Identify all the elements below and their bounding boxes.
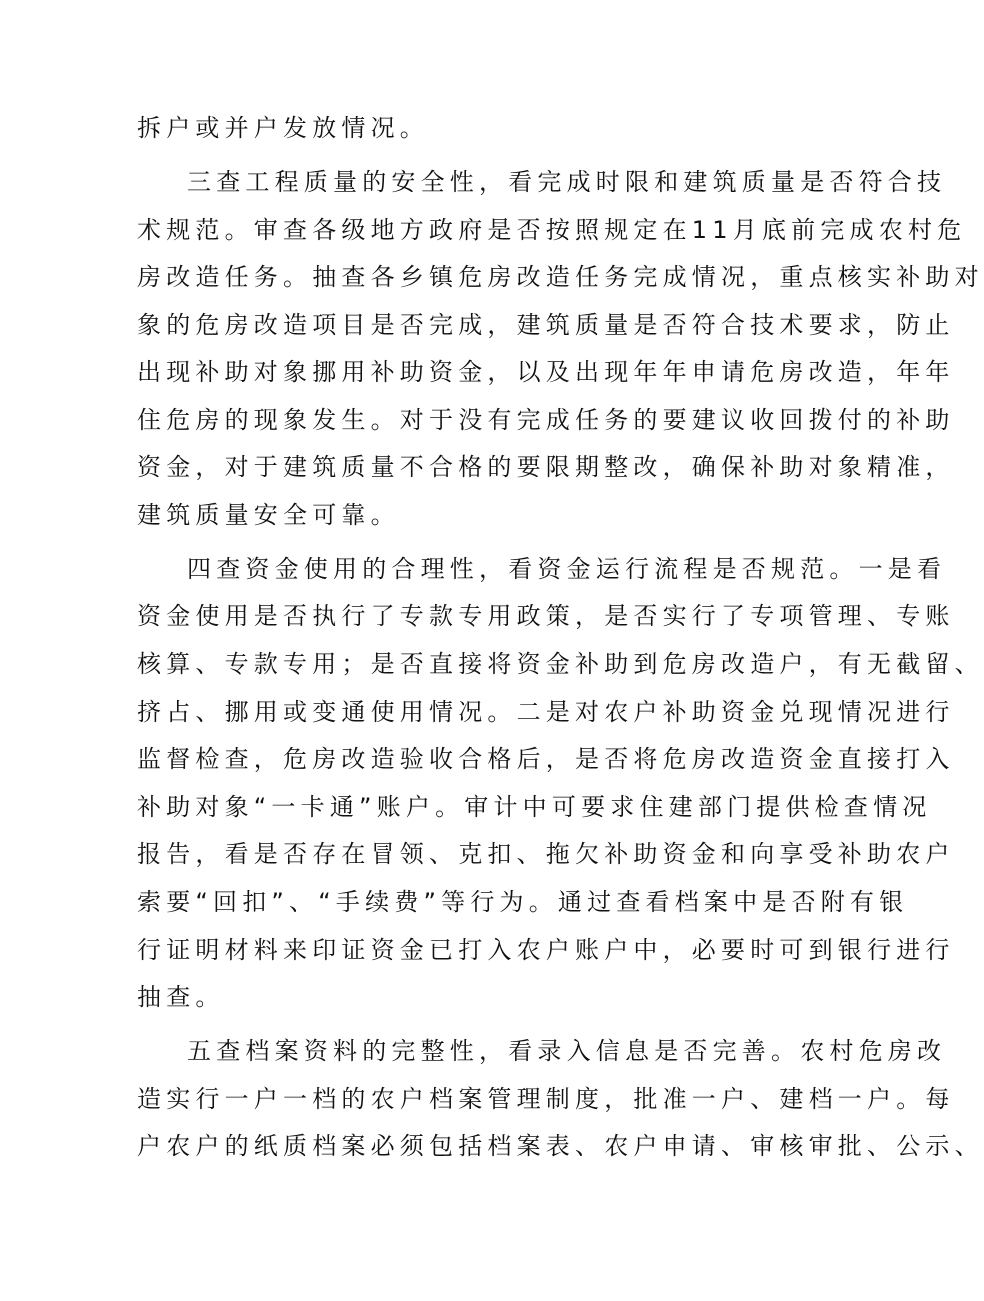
text-line: 术规范。审查各级地方政府是否按照规定在11月底前完成农村危: [137, 216, 967, 244]
text-line: 房改造任务。抽查各乡镇危房改造任务完成情况，重点核实补助对: [137, 263, 984, 291]
text-line: 象的危房改造项目是否完成，建筑质量是否符合技术要求，防止: [137, 311, 955, 339]
text-line: 抽查。: [137, 983, 225, 1011]
text-line: 挤占、挪用或变通使用情况。二是对农户补助资金兑现情况进行: [137, 698, 955, 726]
text-line: 住危房的现象发生。对于没有完成任务的要建议收回拨付的补助: [137, 406, 955, 434]
paragraph-5-heading-line: 五查档案资料的完整性，看录入信息是否完善。农村危房改: [187, 1037, 947, 1065]
text-line: 监督检查，危房改造验收合格后，是否将危房改造资金直接打入: [137, 745, 955, 773]
text-line: 造实行一户一档的农户档案管理制度，批准一户、建档一户。每: [137, 1085, 955, 1113]
text-line: 建筑质量安全可靠。: [137, 501, 400, 529]
text-line: 户农户的纸质档案必须包括档案表、农户申请、审核审批、公示、: [137, 1132, 984, 1160]
text-line: 拆户或并户发放情况。: [137, 114, 429, 142]
text-line: 补助对象“一卡通”账户。审计中可要求住建部门提供检查情况: [137, 793, 932, 821]
paragraph-4-heading-line: 四查资金使用的合理性，看资金运行流程是否规范。一是看: [187, 555, 947, 583]
text-line: 核算、专款专用；是否直接将资金补助到危房改造户，有无截留、: [137, 650, 984, 678]
text-line: 资金使用是否执行了专款专用政策，是否实行了专项管理、专账: [137, 602, 955, 630]
text-line: 行证明材料来印证资金已打入农户账户中，必要时可到银行进行: [137, 936, 955, 964]
text-line: 报告，看是否存在冒领、克扣、拖欠补助资金和向享受补助农户: [137, 840, 955, 868]
text-line: 资金，对于建筑质量不合格的要限期整改，确保补助对象精准，: [137, 453, 955, 481]
paragraph-3-heading-line: 三查工程质量的安全性，看完成时限和建筑质量是否符合技: [187, 168, 947, 196]
text-line: 索要“回扣”、“手续费”等行为。通过查看档案中是否附有银: [137, 888, 909, 916]
text-line: 出现补助对象挪用补助资金，以及出现年年申请危房改造，年年: [137, 358, 955, 386]
